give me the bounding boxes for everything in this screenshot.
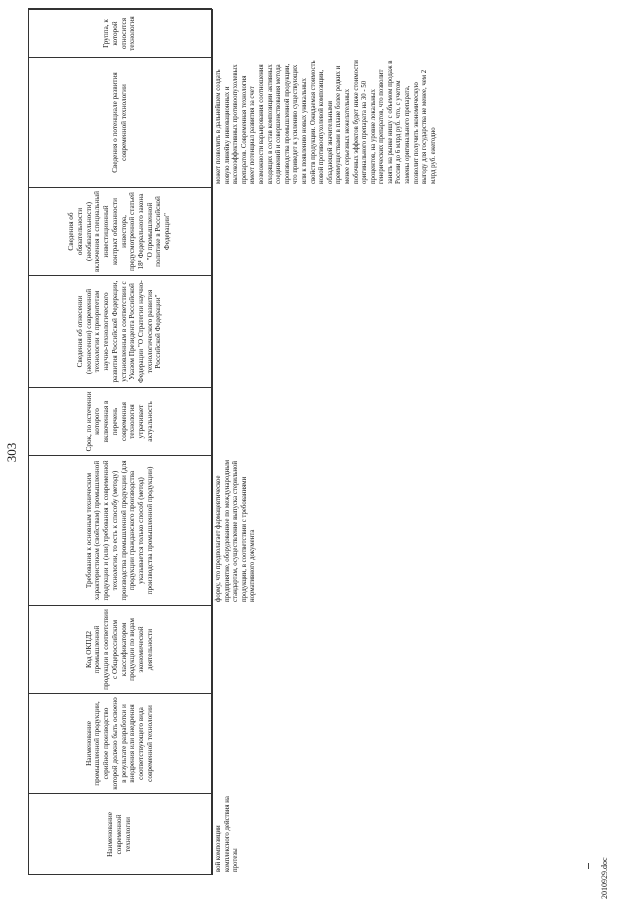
- body-technology-name: вой композиции комплексного действия на протезы: [215, 796, 240, 872]
- header-technical-requirements: Требования к основным техническим характеристикам (свойствам) промышленной продукции и (или) требования к современной технологии, то есть к способу (методу) производства промышленной продукции (для продукции гражданского производства указывается только способ (метод) производства промышленной продукции): [28, 455, 212, 605]
- header-relevance-term: Срок, по истечении которого включенная в перечень современная технология утрачивает актуальность: [28, 387, 212, 455]
- header-okpd2-code: Код ОКПД2 промышленной продукции в соответствии с Общероссийским классификатором продукции по видам экономической деятельности: [28, 605, 212, 693]
- header-technology-group: Группа, к которой относится технология: [28, 9, 212, 57]
- footer-code: 2010929.doc: [600, 857, 609, 899]
- header-technology-name: Наименование современной технологии: [28, 793, 212, 875]
- left-margin-mark: [588, 863, 589, 869]
- body-development-potential: может позволить в дальнейшем создать новую линейку инновационных и высокоэффективных противоопухолевых препаратов. Современная технология имеет потенциал развития за счет возможности варьирования соотношения входящих в состав композиции активных соединений и совершенствования метода производства промышленной продукции, что приведет к усилению существующих или к появлению новых уникальных свойств продукции. Ожидаемая стоимость новой противоопухолевой композиции, обладающей значительными преимуществами в плане более редких и менее серьезных нежелательных побочных эффектов будет ниже стоимости оригинального препарата на 30 - 50 процентов, на уровне локальных генерических препаратов, что позволит занять на рынке нишу с объемом продаж в России до 6 млрд руб. что, с учетом замены оригинального препарата, позволит получить экономическую выгоду для государства не менее, чем 2 млрд руб. ежегодно: [215, 60, 437, 184]
- header-product-name: Наименование промышленной продукции, серийное производство которой должно быть освоено в результате разработки и внедрения или внедрения соответствующего вида современной технологии: [28, 693, 212, 793]
- header-development-potential: Сведения о потенциале развития современной технологии: [28, 57, 212, 187]
- technology-table: [28, 9, 588, 875]
- body-technical-requirements: форму, что предполагает фармацевтическое предприятие, оборудованное по международным стандартам, осуществление выпуска стерильной продукции, в соответствии с требованиями нормативного документа: [215, 459, 257, 602]
- header-contract-obligation: Сведения об обязательности (необязательности) включения в специальный инвестиционный контракт обязанности инвестора, предусмотренной статьей 18¹ Федерального закона "О промышленной политике в Российской Федерации": [28, 187, 212, 275]
- header-priority-info: Сведения об отнесении (неотнесении) современной технологии к приоритетам научно-технологического развития Российской Федерации, установленным в соответствии с Указом Президента Российской Федерации "О Стратегии научно-технологического развития Российской Федерации": [28, 275, 212, 387]
- page-number: 303: [4, 442, 19, 463]
